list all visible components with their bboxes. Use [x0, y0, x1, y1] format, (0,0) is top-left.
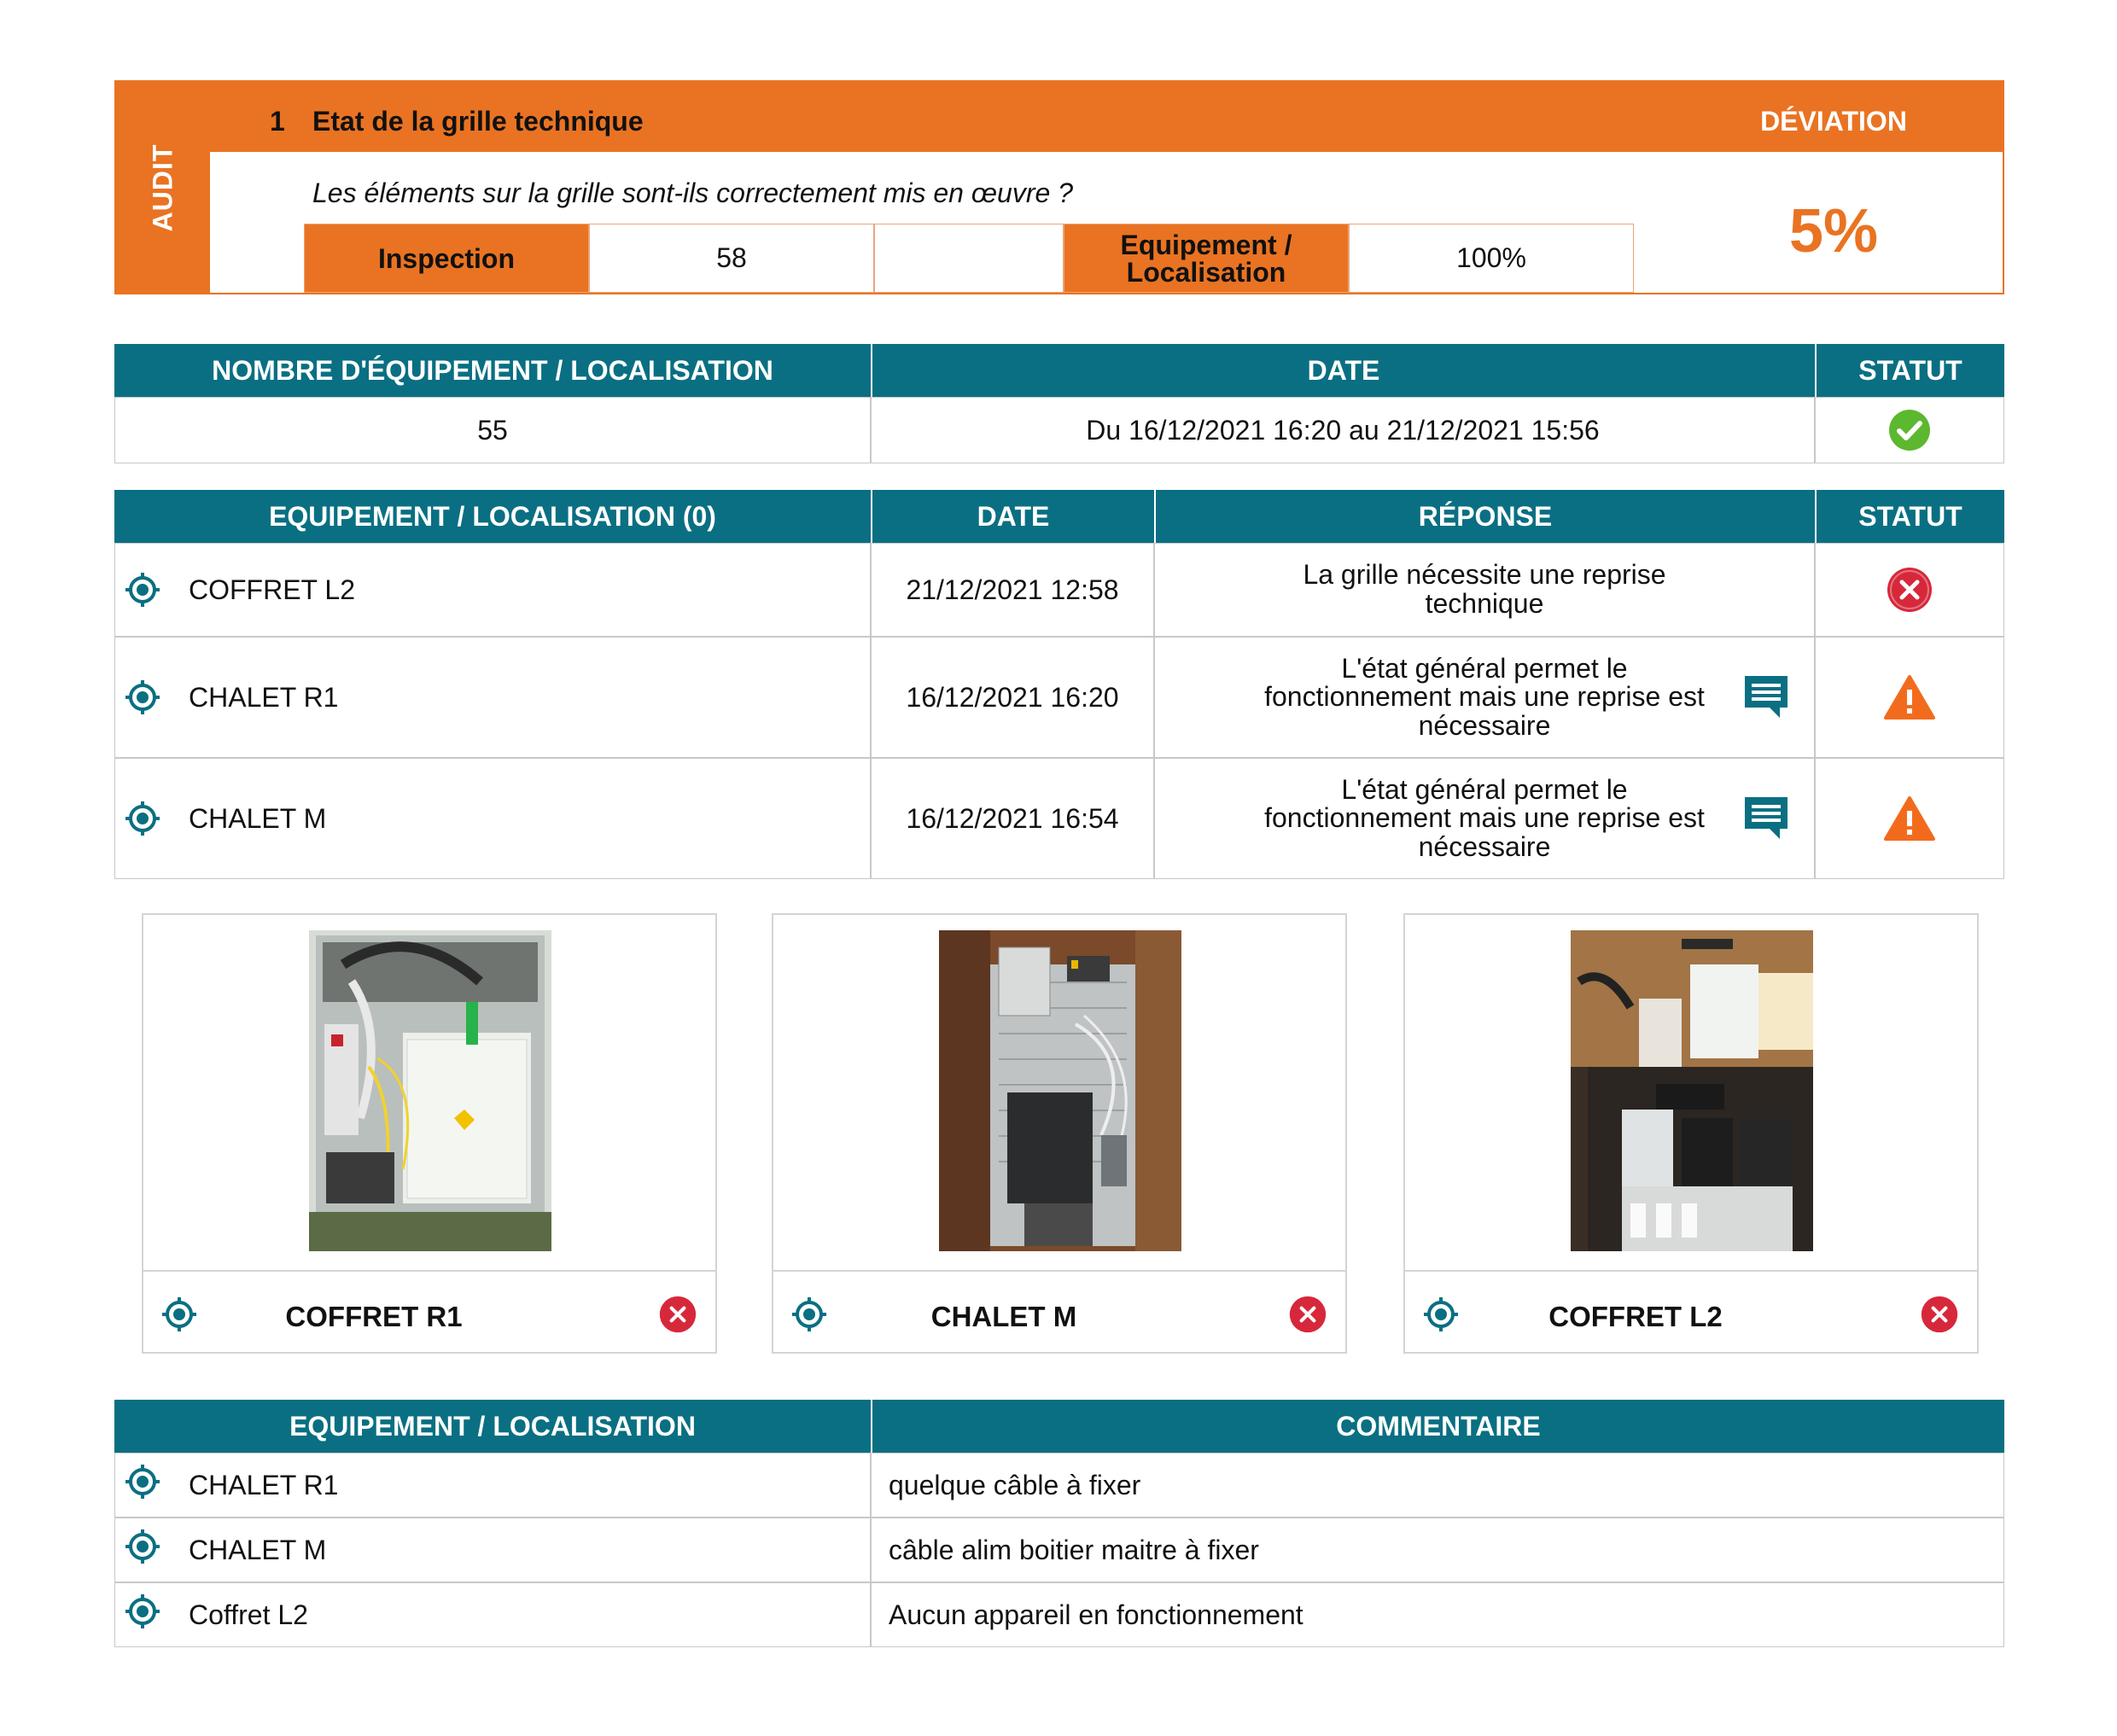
audit-side-band [116, 82, 210, 293]
row-response [1154, 637, 1815, 758]
equipment-name: CHALET R1 [189, 681, 339, 713]
inspection-value: 58 [589, 224, 874, 293]
photo-card[interactable] [1403, 913, 1979, 1354]
summary-header-status: STATUT [1815, 344, 2004, 397]
table-row[interactable] [114, 637, 871, 758]
table-row[interactable] [114, 543, 871, 637]
location-target-icon [124, 1593, 161, 1630]
summary-table [114, 344, 2004, 463]
row-response [1154, 758, 1815, 879]
error-icon [659, 1296, 697, 1333]
equipment-photo[interactable] [939, 930, 1181, 1251]
equipment-name: Coffret L2 [189, 1599, 308, 1630]
metric-spacer [874, 224, 1064, 293]
deviation-value: 5% [1788, 197, 1879, 265]
equipment-name: CHALET M [189, 1534, 327, 1565]
audit-question: Les éléments sur la grille sont-ils correctement mis en œuvre ? [312, 178, 1073, 208]
photo-card[interactable] [142, 913, 717, 1354]
location-target-icon [124, 679, 161, 716]
equipment-name: COFFRET L2 [189, 574, 355, 605]
row-date: 16/12/2021 16:20 [871, 637, 1154, 758]
warning-icon [1883, 795, 1936, 842]
row-response [1154, 543, 1815, 637]
summary-header-date: DATE [871, 344, 1815, 397]
summary-header-count: NOMBRE D'ÉQUIPEMENT / LOCALISATION [114, 344, 871, 397]
audit-title: Etat de la grille technique [312, 106, 644, 137]
comment-icon[interactable] [1742, 673, 1790, 719]
location-target-icon [790, 1296, 828, 1333]
error-icon [1921, 1296, 1958, 1333]
card-divider [773, 1270, 1345, 1272]
comments-header-equipment: EQUIPEMENT / LOCALISATION [114, 1400, 871, 1453]
comments-table [114, 1400, 2004, 1647]
equipment-value: 100% [1349, 224, 1634, 293]
audit-side-label: AUDIT [147, 143, 178, 232]
response-text: L'état général permet le fonctionnement mais une reprise est nécessaire [1264, 652, 1705, 741]
deviation-label: DÉVIATION [1760, 106, 1907, 137]
error-icon [1887, 567, 1933, 613]
row-date: 16/12/2021 16:54 [871, 758, 1154, 879]
equipment-label: Equipement / Localisation [1064, 224, 1349, 293]
details-table [114, 490, 2004, 879]
inspection-label: Inspection [304, 224, 589, 293]
photo-card-label: COFFRET L2 [1548, 1301, 1723, 1332]
comment-text: câble alim boitier maitre à fixer [871, 1518, 2004, 1582]
comment-icon[interactable] [1742, 795, 1790, 841]
details-header-equipment: EQUIPEMENT / LOCALISATION (0) [114, 490, 871, 543]
location-target-icon [160, 1296, 198, 1333]
comments-header-comment: COMMENTAIRE [871, 1400, 2004, 1453]
audit-header [114, 80, 2004, 294]
error-icon [1289, 1296, 1327, 1333]
table-row[interactable] [114, 1582, 871, 1647]
equipment-photo[interactable] [1571, 930, 1813, 1251]
details-header-response: RÉPONSE [1154, 490, 1815, 543]
card-divider [1405, 1270, 1977, 1272]
table-row[interactable] [114, 758, 871, 879]
row-status [1815, 637, 2004, 758]
equipment-name: CHALET M [189, 802, 327, 834]
details-header-date: DATE [871, 490, 1154, 543]
photo-card[interactable] [772, 913, 1347, 1354]
response-text: La grille nécessite une reprise technique [1303, 559, 1666, 619]
summary-status [1815, 397, 2004, 463]
location-target-icon [1422, 1296, 1460, 1333]
response-text: L'état général permet le fonctionnement mais une reprise est nécessaire [1264, 773, 1705, 862]
equipment-name: CHALET R1 [189, 1469, 339, 1500]
location-target-icon [124, 571, 161, 609]
details-header-status: STATUT [1815, 490, 2004, 543]
location-target-icon [124, 1528, 161, 1565]
summary-count: 55 [114, 397, 871, 463]
location-target-icon [124, 1463, 161, 1500]
comment-text: quelque câble à fixer [871, 1453, 2004, 1518]
row-status [1815, 758, 2004, 879]
summary-date: Du 16/12/2021 16:20 au 21/12/2021 15:56 [871, 397, 1815, 463]
photo-card-label: COFFRET R1 [285, 1301, 463, 1332]
row-date: 21/12/2021 12:58 [871, 543, 1154, 637]
equipment-photo[interactable] [309, 930, 551, 1251]
location-target-icon [124, 800, 161, 837]
check-circle-icon [1888, 409, 1931, 451]
row-status [1815, 543, 2004, 637]
table-row[interactable] [114, 1518, 871, 1582]
table-row[interactable] [114, 1453, 871, 1518]
photo-card-label: CHALET M [930, 1301, 1077, 1332]
card-divider [143, 1270, 715, 1272]
warning-icon [1883, 674, 1936, 720]
comment-text: Aucun appareil en fonctionnement [871, 1582, 2004, 1647]
audit-number: 1 [270, 106, 285, 137]
